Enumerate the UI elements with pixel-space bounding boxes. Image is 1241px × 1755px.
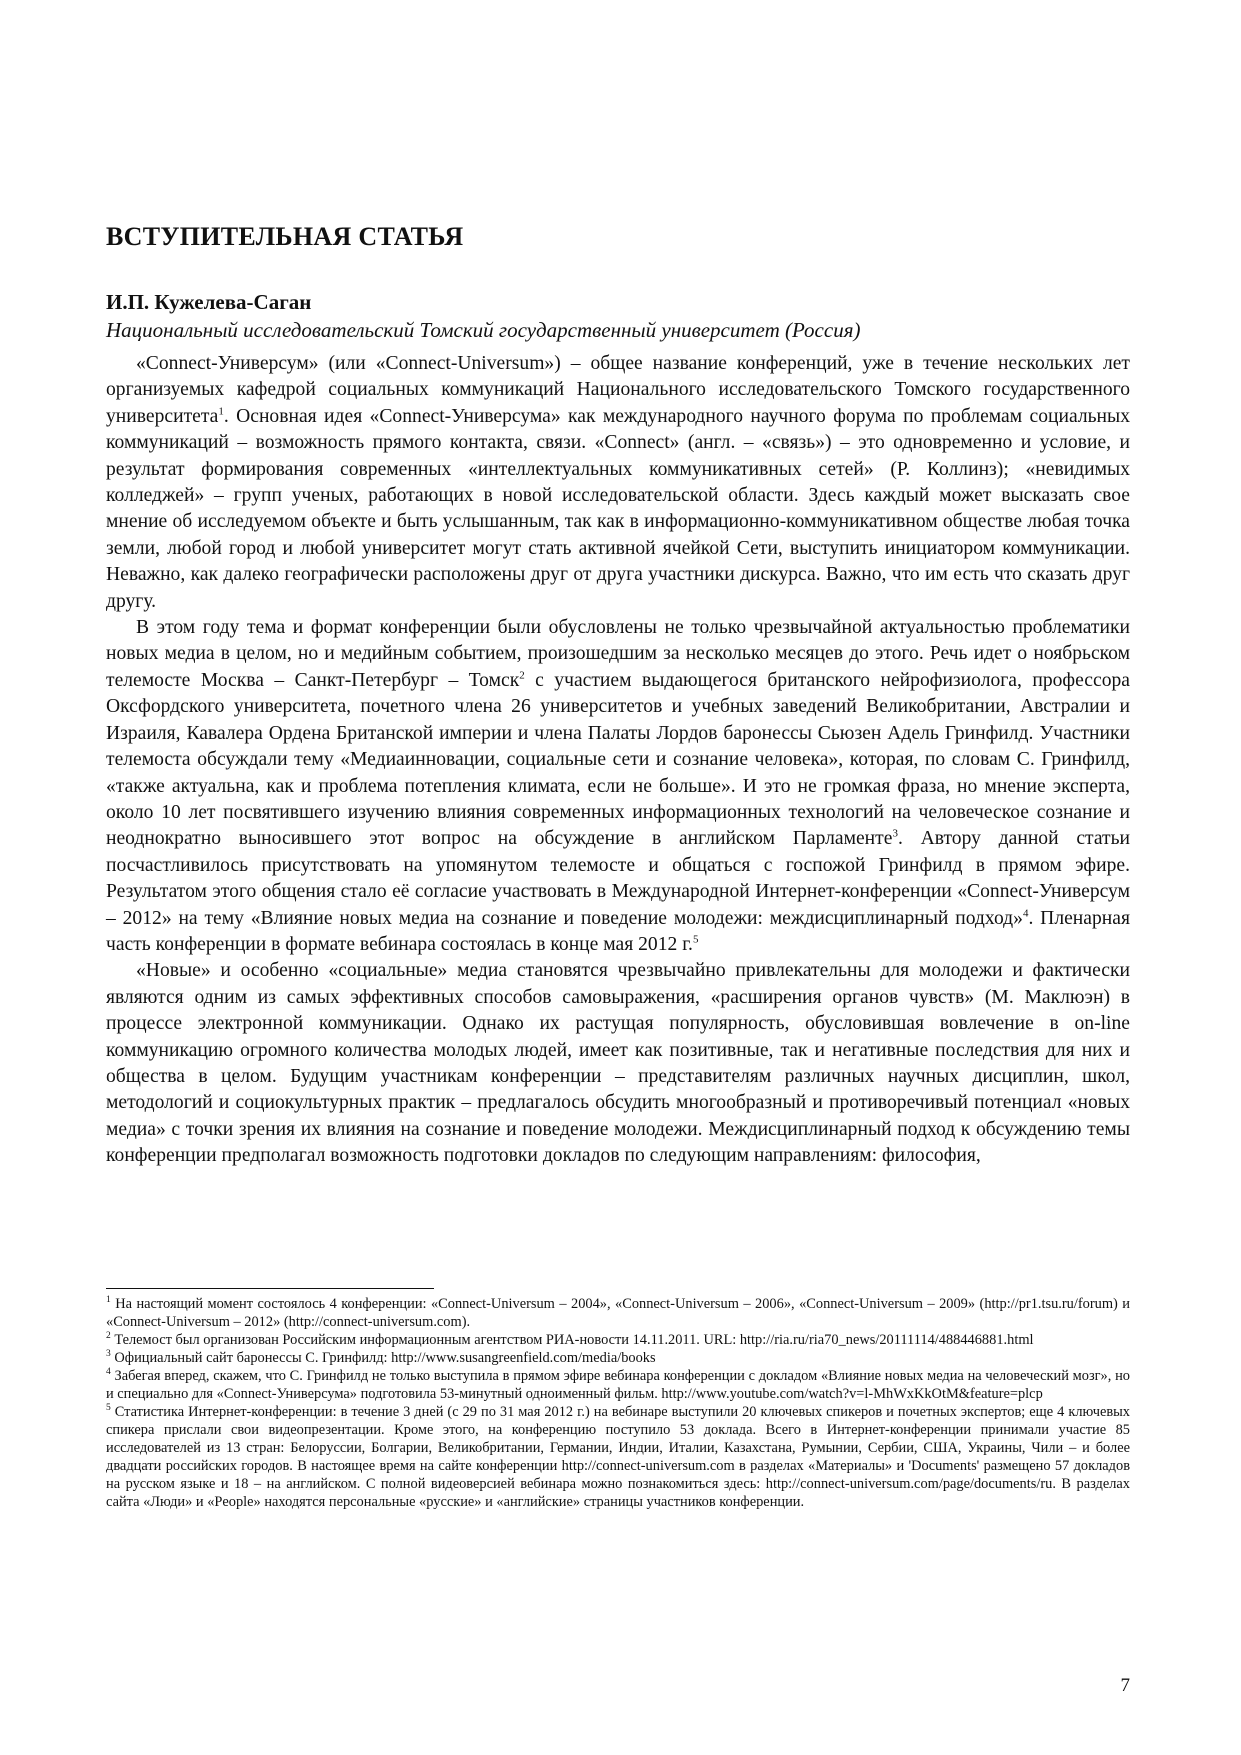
section-title: ВСТУПИТЕЛЬНАЯ СТАТЬЯ (106, 222, 464, 251)
footnote-ref-1: 1 (218, 405, 224, 418)
footnote-ref-3: 3 (892, 827, 898, 840)
footnote-ref-5: 5 (692, 933, 699, 946)
footnote-ref-4: 4 (1022, 907, 1029, 919)
page-number: 7 (1120, 1675, 1130, 1696)
author-name: И.П. Кужелева-Саган (106, 290, 312, 314)
footnote-5: $^5$ Статистика Интернет-конференции: в течение 3 дней (с 29 по 31 мая 2012 г.) на вебинаре выступили 20 ключевых спикеров и почетных экспертов; еще 4 ключевых спикера прислали свои видеопрезентации. Кроме этого, на конференцию поступило 53 доклада. Всего в Интернет-конференции принимали участие 85 исследователей из 13 стран: Белоруссии, Болгарии, Великобритании, Германии, Индии, Италии, Казахстана, Румынии, Сербии, США, Украины, Чили – и более двадцати российских городов. В настоящее время на сайте конференции http://connect-universum.com в разделах «Материалы» и 'Documents' размещено 57 докладов на русском языке и 18 – на английском. С полной видеоверсией вебинара можно познакомиться здесь: http://connect-universum.com/page/documents/ru. В разделах сайта «Люди» и «People» находятся персональные «русские» и «английские» страницы участников конференции. (106, 1403, 1130, 1510)
footnote-1: $^1$ На настоящий момент состоялось 4 конференции: «Connect-Universum – 2004», «Connect-Universum – 2006», «Connect-Universum – 2009» (http://pr1.tsu.ru/forum) и «Connect-Universum – 2012» (http://connect-universum.com). (106, 1295, 1130, 1330)
article-body (106, 351, 1130, 1170)
document-page (106, 0, 1130, 1755)
footnote-separator (106, 1288, 434, 1289)
footnotes (106, 1295, 1130, 1511)
footnote-2: $^2$ Телемост был организован Российским информационным агентством РИА-новости 14.11.2011. URL: http://ria.ru/ria70_news/20111114/488446881.html (106, 1331, 1034, 1348)
footnote-3: $^3$ Официальный сайт баронессы С. Гринфилд: http://www.susangreenfield.com/media/books (106, 1349, 656, 1366)
paragraph-3: «Новые» и особенно «социальные» медиа становятся чрезвычайно привлекательны для молодежи и фактически являются одним из самых эффективных способов самовыражения, «расширения органов чувств» (М. Маклюэн) в процессе электронной коммуникации. Однако их растущая популярность, обусловившая вовлечение в on-line коммуникацию огромного количества молодых людей, имеет как позитивные, так и негативные последствия для них и общества в целом. Будущим участникам конференции – представителям различных научных дисциплин, школ, методологий и социокультурных практик – предлагалось обсудить многообразный и противоречивый потенциал «новых медиа» с точки зрения их влияния на сознание и поведение молодежи. Междисциплинарный подход к обсуждению темы конференции предполагал возможность подготовки докладов по следующим направлениям: философия, (106, 960, 1130, 1167)
footnote-ref-2: 2 (519, 669, 525, 682)
author-affiliation: Национальный исследовательский Томский государственный университет (Россия) (106, 318, 861, 342)
footnote-4: $^4$ Забегая вперед, скажем, что С. Гринфилд не только выступила в прямом эфире вебинара конференции с докладом «Влияние новых медиа на человеческий мозг», но и специально для «Connect-Универсума» подготовила 53-минутный одноименный фильм. http://www.youtube.com/watch?v=l-MhWxKkOtM&feature=plcp (106, 1367, 1130, 1402)
paragraph-1: «Connect-Универсум» (или «Connect-Universum») – общее название конференций, уже в течение нескольких лет организуемых кафедрой социальных коммуникаций Национального исследовательского Томского государственного университета$^1$. Основная идея «Connect-Универсума» как международного научного форума по проблемам социальных коммуникаций – возможность прямого контакта, связи. «Connect» (англ. – «связь») – это одновременно и условие, и результат формирования современных «интеллектуальных коммуникативных сетей» (Р. Коллинз); «невидимых колледжей» – групп ученых, работающих в новой исследовательской области. Здесь каждый может высказать свое мнение об исследуемом объекте и быть услышанным, так как в информационно-коммуникативном обществе любая точка земли, любой город и любой университет могут стать активной ячейкой Сети, выступить инициатором коммуникации. Неважно, как далеко географически расположены друг от друга участники дискурса. Важно, что им есть что сказать друг другу. (106, 353, 1130, 612)
paragraph-2: В этом году тема и формат конференции были обусловлены не только чрезвычайной актуальностью проблематики новых медиа в целом, но и медийным событием, произошедшим за несколько месяцев до этого. Речь идет о ноябрьском телемосте Москва – Санкт-Петербург – Томск$^2$ с участием выдающегося британского нейрофизиолога, профессора Оксфордского университета, почетного члена 26 университетов и учебных заведений Великобритании, Австралии и Израиля, Кавалера Ордена Британской империи и члена Палаты Лордов баронессы Сьюзен Адель Гринфилд. Участники телемоста обсуждали тему «Медиаинновации, социальные сети и сознание человека», которая, по словам С. Гринфилд, «также актуальна, как и проблема потепления климата, если не больше». И это не громкая фраза, но мнение эксперта, около 10 лет посвятившего изучению влияния современных информационных технологий на человеческое сознание и неоднократно выносившего этот вопрос на обсуждение в английском Парламенте$^3$. Автору данной статьи посчастливилось присутствовать на упомянутом телемосте и общаться с госпожой Гринфилд в прямом эфире. Результатом этого общения стало её согласие участвовать в Международной Интернет-конференции «Connect-Универсум – 2012» на тему «Влияние новых медиа на сознание и поведение молодежи: междисциплинарный подход»$^4$. Пленарная часть конференции в формате вебинара состоялась в конце мая 2012 г.$^5$ (106, 617, 1130, 955)
